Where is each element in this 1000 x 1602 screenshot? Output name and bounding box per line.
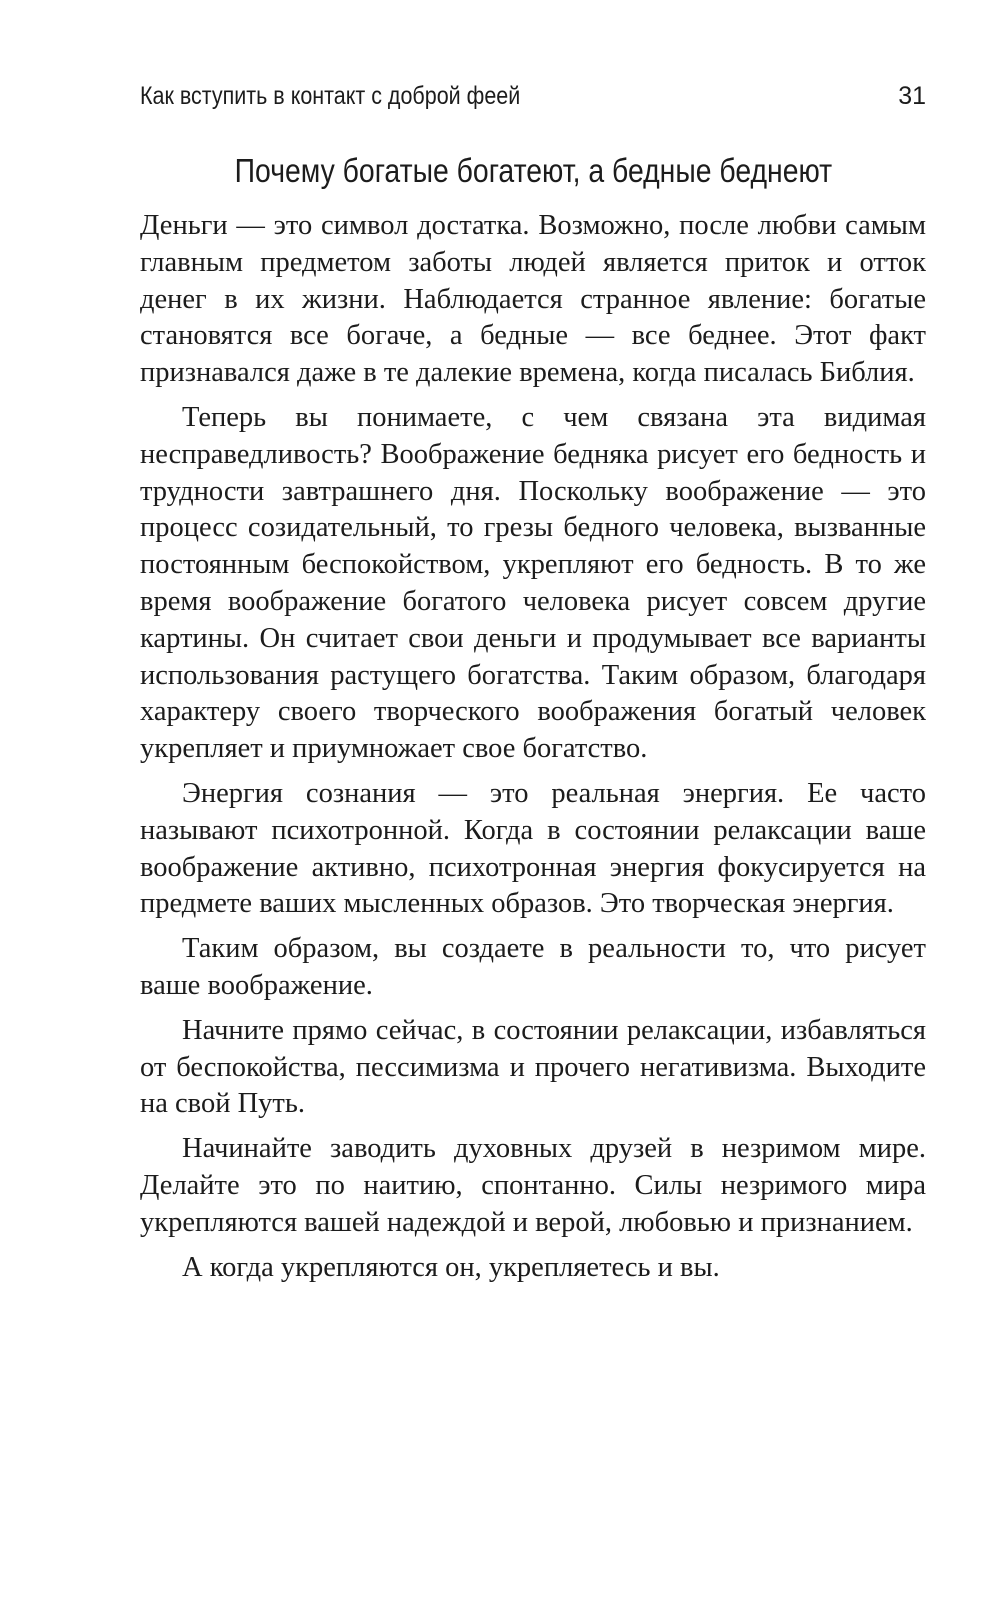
section-heading — [140, 152, 926, 190]
paragraph: Таким образом, вы создаете в реальности то, что рисует ваше воображение. — [140, 933, 926, 1001]
paragraph: Деньги — это символ достатка. Возможно, после любви самым главным предметом заботы людей является приток и отток денег в их жизни. Наблюдается странное явление: богатые становятся все богаче, а бедные — все беднее. Этот факт признавался даже в те далекие времена, когда писалась Библия. — [140, 210, 926, 389]
paragraph: Начните прямо сейчас, в состоянии релаксации, избавляться от беспокойства, пессимизма и прочего негативизма. Выходите на свой Путь. — [140, 1014, 926, 1120]
running-head — [140, 82, 926, 122]
body-text — [140, 208, 926, 1294]
page-number: 31 — [898, 82, 926, 110]
paragraph: Теперь вы понимаете, с чем связана эта видимая несправедливость? Воображение бедняка рисует его бедность и трудности завтрашнего дня. Поскольку воображение — это процесс созидательный, то грезы бедного человека, вызванные постоянным беспокойством, укрепляют его бедность. В то же время воображение богатого человека рисует совсем другие картины. Он считает свои деньги и продумывает все варианты использования растущего богатства. Таким образом, благодаря характеру своего творческого воображения богатый человек укрепляет и приумножает свое богатство. — [140, 401, 926, 765]
paragraph: А когда укрепляются он, укрепляетесь и вы. — [182, 1251, 720, 1283]
section-heading-text: Почему богатые богатеют, а бедные беднеют — [234, 152, 832, 189]
paragraph: Энергия сознания — это реальная энергия. Ее часто называют психотронной. Когда в состоянии релаксации ваше воображение активно, психотронная энергия фокусируется на предмете ваших мысленных образов. Это творческая энергия. — [140, 777, 926, 920]
paragraph: Начинайте заводить духовных друзей в незримом мире. Делайте это по наитию, спонтанно. Силы незримого мира укрепляются вашей надеждой и верой, любовью и признанием. — [140, 1133, 926, 1238]
running-head-title: Как вступить в контакт с доброй феей — [140, 82, 521, 110]
